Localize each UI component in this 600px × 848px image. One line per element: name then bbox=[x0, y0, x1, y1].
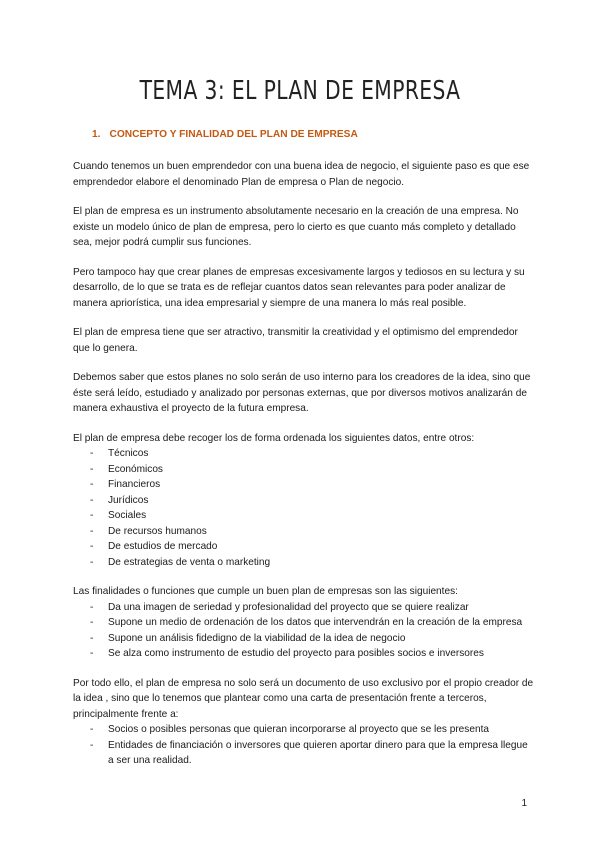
list-item: - Económicos bbox=[73, 462, 535, 478]
list-item: - Da una imagen de seriedad y profesionalidad del proyecto que se quiere realizar bbox=[73, 600, 535, 616]
list-marker: - bbox=[90, 541, 94, 552]
list-terceros bbox=[73, 722, 535, 769]
list-item: - Socios o posibles personas que quieran incorporarse al proyecto que se les presenta bbox=[73, 722, 535, 738]
list-item: - De estudios de mercado bbox=[73, 539, 535, 555]
list-marker: - bbox=[90, 463, 94, 475]
list-marker: - bbox=[90, 510, 94, 521]
list-item: - Se alza como instrumento de estudio del proyecto para posibles socios e inversores bbox=[73, 646, 535, 662]
list-item: - De recursos humanos bbox=[73, 524, 535, 540]
list-item: - Financieros bbox=[73, 477, 535, 493]
list-finalidades bbox=[73, 600, 535, 662]
list-marker: - bbox=[90, 448, 94, 459]
list-marker: - bbox=[90, 632, 94, 644]
list-item: - De estrategias de venta o marketing bbox=[73, 555, 535, 571]
list-marker: - bbox=[90, 724, 94, 735]
list-marker: - bbox=[90, 556, 94, 568]
list-item: - Entidades de financiación o inversores que quieren aportar dinero para que la empresa llegue a ser una realidad. bbox=[90, 739, 528, 766]
list-datos bbox=[73, 446, 535, 570]
section-heading bbox=[92, 129, 358, 140]
list-marker: - bbox=[90, 648, 94, 659]
section-title: CONCEPTO Y FINALIDAD DEL PLAN DE EMPRESA bbox=[109, 129, 358, 140]
list-item: - Jurídicos bbox=[73, 493, 535, 509]
list-marker: - bbox=[90, 617, 94, 628]
paragraph-intro: Cuando tenemos un buen emprendedor con una buena idea de negocio, el siguiente paso es que ese emprendedor elabore el denominado Plan de empresa o Plan de negocio. bbox=[73, 161, 530, 188]
list-item: - Supone un medio de ordenación de los datos que intervendrán en la creación de la empresa bbox=[73, 615, 535, 631]
list-marker: - bbox=[90, 525, 94, 537]
list-item: - Sociales bbox=[73, 508, 535, 524]
page-title: TEMA 3: EL PLAN DE EMPRESA bbox=[139, 76, 461, 106]
paragraph-attractive: El plan de empresa tiene que ser atractivo, transmitir la creatividad y el optimismo del emprendedor que lo genera. bbox=[73, 327, 518, 354]
list-marker: - bbox=[90, 739, 94, 751]
document-body bbox=[73, 159, 535, 783]
paragraph-instrument: El plan de empresa es un instrumento absolutamente necesario en la creación de una empresa. No existe un modelo único de plan de empresa, pero lo cierto es que cuanto más completo y detallado sea, mejor podrá cumplir sus funciones. bbox=[73, 206, 519, 248]
section-number: 1. bbox=[92, 129, 101, 140]
paragraph-terceros: Por todo ello, el plan de empresa no solo será un documento de uso exclusivo por el propio creador de la idea , sino que lo tenemos que plantear como una carta de presentación frente a terceros, principalmente frente a: bbox=[73, 677, 534, 720]
list-item: - Supone un análisis fidedigno de la viabilidad de la idea de negocio bbox=[73, 631, 535, 647]
list-marker: - bbox=[90, 601, 94, 613]
page-number: 1 bbox=[521, 798, 527, 809]
paragraph-datos: El plan de empresa debe recoger los de forma ordenada los siguientes datos, entre otros: bbox=[73, 432, 475, 444]
list-marker: - bbox=[90, 479, 94, 490]
paragraph-finalidades: Las finalidades o funciones que cumple un buen plan de empresas son las siguientes: bbox=[73, 586, 458, 597]
list-item: - Técnicos bbox=[73, 446, 535, 462]
paragraph-external: Debemos saber que estos planes no solo serán de uso interno para los creadores de la idea, sino que éste será leído, estudiado y analizado por personas externas, que por diversos motivos analizarán de manera exhaustiva el proyecto de la futura empresa. bbox=[73, 372, 531, 414]
list-marker: - bbox=[90, 494, 94, 506]
paragraph-length: Pero tampoco hay que crear planes de empresas excesivamente largos y tediosos en su lectura y su desarrollo, de lo que se trata es de reflejar cuantos datos sean relevantes para poder analizar de manera apriorística, una idea empresarial y siempre de una manera lo más real posible. bbox=[73, 266, 525, 309]
